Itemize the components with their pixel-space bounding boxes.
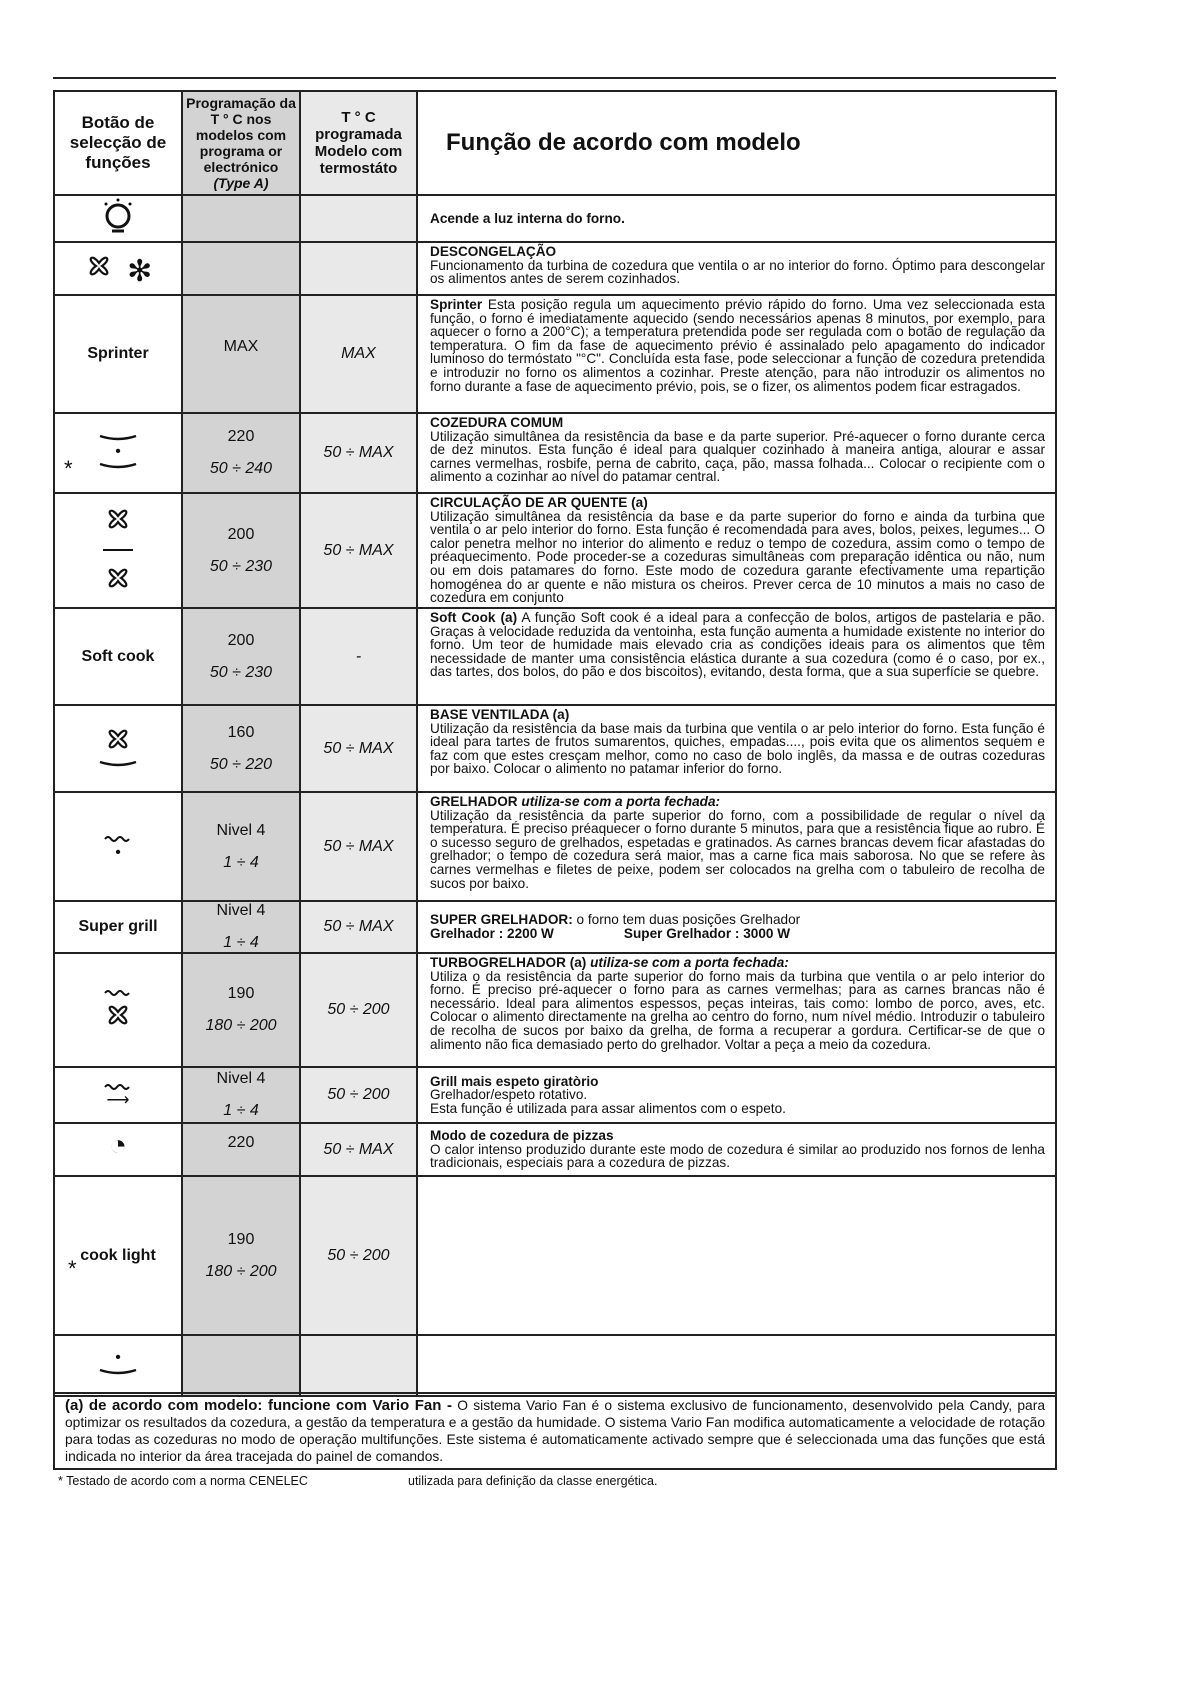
programming-cell	[182, 608, 300, 705]
function-icon-cell	[54, 413, 182, 493]
fan-defrost-icon: ✻	[84, 251, 152, 284]
function-description: Utilização da resistência da base mais da turbina que ventila o ar pelo interior do forno. Esta função é ideal para tartes de frutos sumarentos, quiches, empadas...., pois evita que os alimentos sequem e faz com que estes cresçam melhor, como no caso de bolo inglês, da massa e de outras cozeduras por baixo. Colocar o alimento no patamar inferior do forno.	[430, 720, 1045, 777]
description-cell	[417, 493, 1056, 608]
description-cell	[417, 1335, 1056, 1396]
thermostat-cell	[300, 295, 417, 413]
programmed-temp: 200	[227, 525, 255, 543]
thermostat-cell	[300, 792, 417, 901]
function-icon-cell	[54, 901, 182, 953]
function-row	[54, 1176, 1056, 1335]
thermostat-range: MAX	[341, 345, 376, 362]
programmed-range: 50 ÷ 240	[209, 460, 273, 477]
programming-cell	[182, 901, 300, 953]
functions-table	[53, 90, 1057, 1397]
programmed-range: 50 ÷ 230	[209, 557, 273, 575]
function-title: COZEDURA COMUM	[430, 415, 564, 430]
programming-cell	[182, 242, 300, 295]
programming-cell	[182, 1123, 300, 1176]
header-programming-label: Programação da T ° C nos modelos com programa or electrónico	[186, 95, 296, 175]
description-cell	[417, 295, 1056, 413]
function-icon-cell	[54, 953, 182, 1067]
super-grill-power: Super Grelhador : 3000 W	[623, 926, 791, 941]
function-subtitle: utiliza-se com a porta fechada:	[521, 794, 721, 809]
function-description: Grelhador/espeto rotativo.	[430, 1087, 588, 1103]
function-subtitle: utiliza-se com a porta fechada:	[590, 955, 789, 970]
note-energy: utilizada para definição da classe energética.	[408, 1474, 658, 1488]
thermostat-range: 50 ÷ MAX	[323, 739, 394, 757]
function-row	[54, 705, 1056, 792]
thermostat-cell	[300, 413, 417, 493]
footnote-text: O sistema Vario Fan é o sistema exclusivo de funcionamento, desenvolvido pela Candy, para optimizar os resultados da cozedura, a gestão da temperatura e a gestão da humidade. O sistema Vario Fan modifica automaticamente a velocidade de rotação para todas as cozeduras no modo de operação multifunções. Este sistema é automaticamente activado sempre que é seleccionada uma das funções que está indicada no interior da área tracejada do painel de comandos.	[65, 1398, 1045, 1464]
function-note: Esta função é utilizada para assar alimentos com o espeto.	[430, 1100, 786, 1116]
function-description: Utilização da resistência da parte superior do forno, com a possibilidade de regular o nível da temperatura. É preciso préaquecer o forno durante 5 minutos, para que a resistência fique ao rubro. É o sucesso seguro de grelhados, espetadas e gratinados. As carnes brancas devem ficar afastadas do grelhador; o tempo de cozedura será maior, mas a carne fica mais saborosa. No que se refere às carnes vermelhas e filetes de peixe, podem ser colocados na grelha com o tabuleiro de recolha de sucos por baixo.	[430, 807, 1045, 891]
footnote-box	[53, 1392, 1057, 1470]
function-icon-cell	[54, 1123, 182, 1176]
description-cell	[417, 195, 1056, 242]
programmed-temp: Nivel 4	[216, 1070, 266, 1087]
programmed-range: 1 ÷ 4	[223, 1102, 259, 1119]
thermostat-range: 50 ÷ 200	[327, 1086, 390, 1103]
description-cell	[417, 953, 1056, 1067]
function-description: Utilização simultânea da resistência da base e da parte superior do forno e ainda da turbina que ventila o ar pelo interior do forno. Esta função é recomendada para aves, bolos, peixes, legumes... O calor penetra melhor no interior do alimento e reduz o tempo de cozedura, assim como o tempo de préaquecimento. Pode proceder-se a cozeduras simultâneas com preparação idêntica ou não, num ou em dois patamares do forno. Este modo de cozedura garante efectivamente uma repartição homogénea do ar quente e não mistura os cheiros. Prever cerca de 10 minutos a mais no caso de cozedura em conjunto	[430, 508, 1045, 606]
programmed-temp: Nivel 4	[216, 902, 266, 919]
function-description: o forno tem duas posições Grelhador	[576, 912, 801, 928]
turbo-grill-icon	[103, 986, 133, 1033]
description-cell	[417, 1067, 1056, 1123]
programming-cell	[182, 1067, 300, 1123]
programmed-temp: 190	[227, 985, 255, 1002]
function-icon-cell	[54, 705, 182, 792]
function-description: Utilização simultânea da resistência da base e da parte superior. Pré-aquecer o forno durante cerca de dez minutos. Esta função é ideal para qualquer cozinhado à maneira antiga, alourar e assar carnes vermelhas, rosbife, perna de cabrito, caça, pão, massa folhada... Colocar o recipiente com o alimento a cozinhar ao nível do patamar central.	[430, 428, 1045, 485]
programmed-temp: 160	[227, 723, 255, 741]
function-title: Acende a luz interna do forno.	[430, 210, 625, 226]
function-title: DESCONGELAÇÃO	[430, 244, 557, 259]
programming-cell	[182, 1335, 300, 1396]
top-bottom-heat-icon: •	[96, 431, 140, 473]
function-icon-cell	[54, 242, 182, 295]
programmed-temp: 220	[227, 1133, 255, 1151]
description-cell	[417, 413, 1056, 493]
function-row	[54, 195, 1056, 242]
thermostat-cell	[300, 608, 417, 705]
thermostat-cell	[300, 705, 417, 792]
function-logo-icon: Soft cook	[81, 647, 155, 665]
function-icon-cell	[54, 295, 182, 413]
function-logo-icon: cook light	[80, 1246, 156, 1264]
lamp-icon	[98, 196, 138, 239]
thermostat-cell	[300, 493, 417, 608]
function-title: Soft Cook (a)	[430, 610, 518, 625]
programmed-temp: MAX	[223, 338, 259, 355]
description-cell	[417, 901, 1056, 953]
function-row	[54, 901, 1056, 953]
header-function: Função de acordo com modelo	[417, 91, 1056, 195]
function-icon-cell	[54, 1335, 182, 1396]
description-cell	[417, 792, 1056, 901]
function-row	[54, 1335, 1056, 1396]
function-title: SUPER GRELHADOR:	[430, 912, 573, 928]
programming-cell	[182, 705, 300, 792]
header-row	[54, 91, 1056, 195]
thermostat-range: 50 ÷ 200	[327, 1246, 390, 1264]
programmed-temp: 220	[227, 428, 255, 445]
header-type: (Type A)	[213, 175, 269, 191]
thermostat-range: 50 ÷ MAX	[323, 1140, 394, 1158]
function-row	[54, 608, 1056, 705]
thermostat-cell	[300, 1123, 417, 1176]
function-icon-cell	[54, 792, 182, 901]
function-title: Modo de cozedura de pizzas	[430, 1128, 614, 1144]
programmed-range: 1 ÷ 4	[223, 934, 259, 951]
function-title: Sprinter	[430, 297, 483, 312]
thermostat-range: 50 ÷ MAX	[323, 541, 394, 559]
description-cell	[417, 705, 1056, 792]
function-title: Grill mais espeto giratòrio	[430, 1073, 599, 1089]
description-cell	[417, 242, 1056, 295]
function-title: TURBOGRELHADOR (a)	[430, 955, 587, 970]
programming-cell	[182, 792, 300, 901]
thermostat-range: 50 ÷ 200	[327, 1001, 390, 1018]
programming-cell	[182, 295, 300, 413]
thermostat-cell	[300, 953, 417, 1067]
programmed-range: 1 ÷ 4	[223, 853, 259, 871]
function-icon-cell	[54, 1067, 182, 1123]
header-selector: Botão de selecção de funções	[54, 91, 182, 195]
asterisk: *	[64, 456, 73, 481]
thermostat-cell	[300, 1335, 417, 1396]
programmed-range: 180 ÷ 200	[205, 1017, 277, 1034]
function-row	[54, 413, 1056, 493]
pizza-icon: ◔	[108, 1129, 128, 1162]
thermostat-cell	[300, 901, 417, 953]
rotisserie-icon: ⟶	[103, 1080, 133, 1108]
thermostat-cell	[300, 1067, 417, 1123]
function-icon-cell	[54, 195, 182, 242]
top-rule	[53, 77, 1056, 79]
function-title: BASE VENTILADA (a)	[430, 707, 570, 722]
function-title: CIRCULAÇÃO DE AR QUENTE (a)	[430, 495, 648, 510]
function-description: Funcionamento da turbina de cozedura que ventila o ar no interior do forno. Óptimo para descongelar os alimentos antes de serem cozinhados.	[430, 257, 1045, 287]
fan-heat-icon	[103, 504, 133, 596]
function-row	[54, 493, 1056, 608]
function-description: Esta posição regula um aquecimento prévio rápido do forno. Uma vez seleccionada esta função, o forno é imediatamente aquecido (sendo necessários apenas 8 minutos, por exemplo, para aquecer o forno a 200°C); a temperatura pretendida pode ser regulada com o botão de regulação da temperatura. O fim da fase de aquecimento prévio é assinalado pelo apagamento do indicador luminoso do termóstato "°C". Concluída esta fase, pode seleccionar a função de cozedura pretendida e introduzir no forno os alimentos a cozinhar. Preste atenção, para não introduzir os alimentos no forno durante a fase de aquecimento prévio, pois, se o fizer, os alimentos podem ficar estragados.	[430, 297, 1045, 394]
programming-cell	[182, 413, 300, 493]
fan-bottom-icon	[96, 724, 140, 771]
grill-power: Grelhador : 2200 W	[430, 926, 554, 941]
programming-cell	[182, 195, 300, 242]
programming-cell	[182, 953, 300, 1067]
header-thermostat: T ° C programada Modelo com termostáto	[300, 91, 417, 195]
function-description: Utiliza o da resistência da parte superior do forno mais da turbina que ventila o ar pelo interior do forno. É preciso pré-aquecer o forno para as carnes vermelhas; para as carnes brancas não é necessário. Ideal para alimentos espessos, peças inteiras, tais como: lombo de porco, aves, etc. Colocar o alimento directamente na grelha ao centro do forno, num nível médio. Introduzir o tabuleiro de recolha de sucos por baixo da grelha, de forma a recuperar a gordura. Certificar-se de que o alimento não fica demasiado perto do grelhador. Voltar a peça a meio da cozedura.	[430, 968, 1045, 1052]
thermostat-range: 50 ÷ MAX	[323, 837, 394, 855]
programmed-range: 50 ÷ 220	[209, 755, 273, 773]
function-logo-icon: Sprinter	[87, 345, 149, 362]
description-cell	[417, 608, 1056, 705]
function-row	[54, 295, 1056, 413]
function-row	[54, 242, 1056, 295]
programmed-range: 180 ÷ 200	[205, 1262, 277, 1280]
thermostat-range: 50 ÷ MAX	[323, 444, 394, 461]
description-cell	[417, 1176, 1056, 1335]
programmed-range: 50 ÷ 230	[209, 663, 273, 681]
function-icon-cell	[54, 493, 182, 608]
function-row	[54, 1123, 1056, 1176]
header-programming	[182, 91, 300, 195]
programming-cell	[182, 1176, 300, 1335]
thermostat-range: -	[355, 647, 362, 665]
function-row	[54, 1067, 1056, 1123]
description-cell	[417, 1123, 1056, 1176]
thermostat-cell	[300, 1176, 417, 1335]
asterisk: *	[68, 1256, 77, 1281]
function-row	[54, 792, 1056, 901]
function-icon-cell	[54, 608, 182, 705]
bottom-heat-icon: •	[96, 1351, 140, 1379]
function-description: A função Soft cook é a ideal para a confecção de bolos, artigos de pastelaria e pão. Graças à velocidade reduzida da ventoinha, esta função aumenta a humidade existente no interior do forno. Um teor de humidade mais elevado cria as condições ideais para os alimentos que têm necessidade de manter uma consistência elástica durante a sua cozedura (como é o caso, por ex., das tartes, dos bolos, do pão e dos biscoitos), evitando, desta forma, que a sua superfície se quebre.	[430, 610, 1046, 680]
programmed-temp: 200	[227, 631, 255, 649]
programmed-temp: 190	[227, 1230, 255, 1248]
function-logo-icon: Super grill	[78, 918, 158, 935]
programmed-temp: Nivel 4	[216, 821, 266, 839]
function-row	[54, 953, 1056, 1067]
thermostat-cell	[300, 195, 417, 242]
thermostat-cell	[300, 242, 417, 295]
footnote-title: (a) de acordo com modelo: funcione com Vario Fan -	[65, 1397, 452, 1414]
function-title: GRELHADOR	[430, 794, 518, 809]
grill-icon: •	[103, 832, 133, 860]
programming-cell	[182, 493, 300, 608]
function-description: O calor intenso produzido durante este modo de cozedura é similar ao produzido nos fornos de lenha tradicionais, especiais para a cozedura de pizzas.	[430, 1141, 1045, 1171]
note-cenelec: * Testado de acordo com a norma CENELEC	[58, 1474, 308, 1488]
thermostat-range: 50 ÷ MAX	[323, 918, 394, 935]
